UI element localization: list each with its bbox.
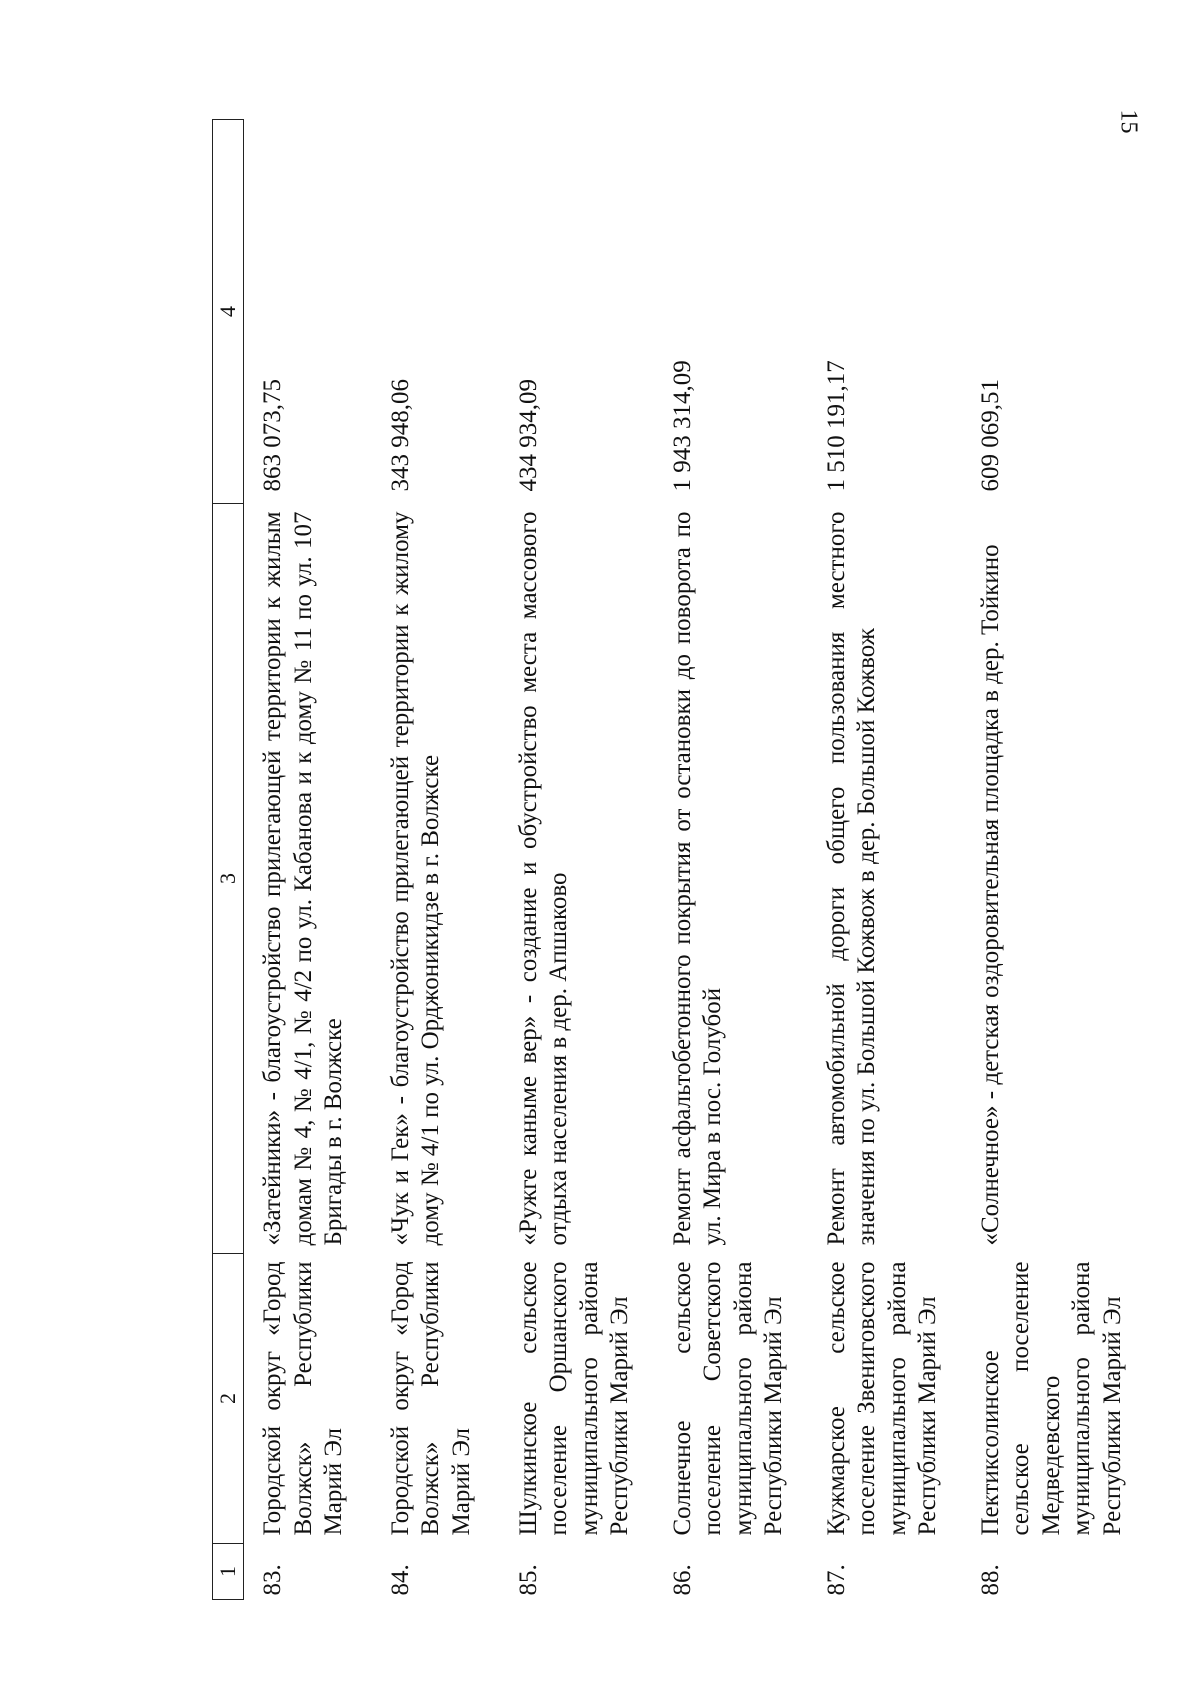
column-header-2: 2 xyxy=(213,1254,244,1544)
project-description: «Затейники» - благоустройство прилегающей территории к жилым домам № 4, № 4/1, № 4/2 по ул. Кабанова и к дому № 11 по ул. 107 Бригады в г. Волжске xyxy=(259,511,347,1246)
row-number: 84. xyxy=(386,1564,414,1596)
municipality-name: Солнечное сельское поселение Советского муниципального района Республики Марий Эл xyxy=(668,1261,787,1536)
project-description: «Ружге каныме вер» - создание и обустройство места массового отдыха населения в дер. Апшаково xyxy=(514,511,572,1246)
amount-value: 863 073,75 xyxy=(259,379,286,492)
amount-value: 1 510 191,17 xyxy=(822,360,850,492)
amount-value: 1 943 314,09 xyxy=(668,360,696,492)
project-description: Ремонт автомобильной дороги общего пользования местного значения по ул. Большой Кожвож в дер. Большой Кожвож xyxy=(822,511,880,1246)
row-number: 88. xyxy=(976,1564,1004,1596)
municipality-name: Кужмарское сельское поселение Звениговского муниципального района Республики Марий Эл xyxy=(822,1261,941,1536)
row-number: 83. xyxy=(259,1564,286,1596)
amount-value: 609 069,51 xyxy=(976,379,1004,492)
table-row xyxy=(962,120,1147,1600)
page-number: 15 xyxy=(1115,109,1142,134)
project-description: «Чук и Гек» - благоустройство прилегающей территории к жилому дому № 4/1 по ул. Орджоникидзе в г. Волжске xyxy=(386,511,444,1246)
municipality-name: Городской округ «Город Волжск» Республики Марий Эл xyxy=(386,1261,475,1536)
column-header-4: 4 xyxy=(213,120,244,504)
table-header-row xyxy=(213,120,244,1600)
row-number: 87. xyxy=(822,1564,850,1596)
amount-value: 343 948,06 xyxy=(386,379,414,492)
amount-value: 434 934,09 xyxy=(514,379,542,492)
table-row xyxy=(654,120,808,1600)
subsidy-table xyxy=(212,119,1146,1600)
rotated-table-container xyxy=(212,120,1126,1600)
row-number: 86. xyxy=(668,1564,696,1596)
project-description: Ремонт асфальтобетонного покрытия от остановки до поворота по ул. Мира в пос. Голубой xyxy=(668,511,726,1246)
project-description: «Солнечное» - детская оздоровительная площадка в дер. Тойкино xyxy=(976,544,1004,1246)
column-header-3: 3 xyxy=(213,504,244,1254)
municipality-name: Пектиксолинское сельское поселение Медведевского муниципального района Республики Марий Эл xyxy=(976,1261,1126,1536)
table-row xyxy=(244,120,372,1600)
column-header-1: 1 xyxy=(213,1544,244,1600)
table-row xyxy=(500,120,654,1600)
table-row xyxy=(372,120,500,1600)
table-row xyxy=(808,120,962,1600)
municipality-name: Шулкинское сельское поселение Оршанского муниципального района Республики Марий Эл xyxy=(514,1261,633,1536)
municipality-name: Городской округ «Город Волжск» Республики Марий Эл xyxy=(259,1261,347,1536)
row-number: 85. xyxy=(514,1564,542,1596)
